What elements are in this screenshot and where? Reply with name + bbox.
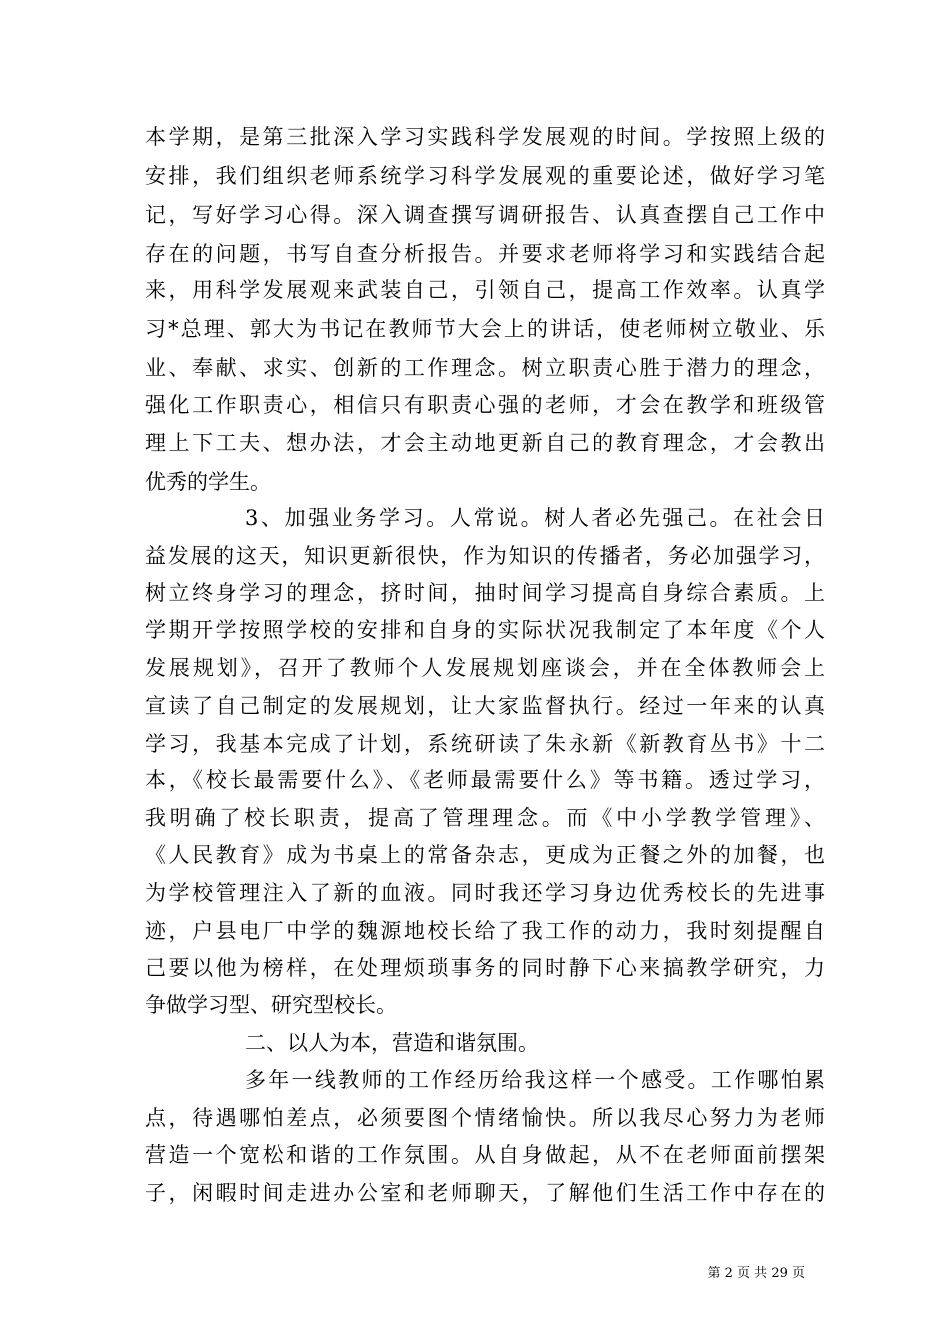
body-line: 学期开学按照学校的安排和自身的实际状况我制定了本年度《个人 (145, 618, 825, 642)
body-line: 宣读了自己制定的发展规划，让大家监督执行。经过一年来的认真 (145, 694, 825, 718)
body-line: 优秀的学生。 (145, 470, 271, 494)
body-line: 迹，户县电厂中学的魏源地校长给了我工作的动力，我时刻提醒自 (145, 919, 825, 943)
body-line: 理上下工夫、想办法，才会主动地更新自己的教育理念，才会教出 (145, 431, 825, 455)
body-line: 3、加强业务学习。人常说。树人者必先强己。在社会日 (245, 506, 825, 530)
body-line: 《人民教育》成为书桌上的常备杂志，更成为正餐之外的加餐，也 (145, 843, 825, 867)
page-number: 第 2 页 共 29 页 (707, 1266, 805, 1281)
body-line: 子，闲暇时间走进办公室和老师聊天，了解他们生活工作中存在的 (145, 1181, 825, 1205)
body-line: 争做学习型、研究型校长。 (145, 993, 397, 1017)
body-line: 发展规划》，召开了教师个人发展规划座谈会，并在全体教师会上 (145, 656, 825, 680)
body-line: 我明确了校长职责，提高了管理理念。而《中小学教学管理》、 (145, 806, 825, 830)
body-line: 营造一个宽松和谐的工作氛围。从自身做起，从不在老师面前摆架 (145, 1143, 825, 1167)
body-line: 安排，我们组织老师系统学习科学发展观的重要论述，做好学习笔 (145, 164, 825, 188)
body-line: 树立终身学习的理念，挤时间，抽时间学习提高自身综合素质。上 (145, 581, 825, 605)
body-line: 学习，我基本完成了计划，系统研读了朱永新《新教育丛书》十二 (145, 732, 825, 756)
body-line: 点，待遇哪怕差点，必须要图个情绪愉快。所以我尽心努力为老师 (145, 1106, 825, 1130)
body-line: 益发展的这天，知识更新很快，作为知识的传播者，务必加强学习， (145, 544, 825, 568)
body-line: 己要以他为榜样，在处理烦琐事务的同时静下心来搞教学研究，力 (145, 956, 825, 980)
body-line: 存在的问题，书写自查分析报告。并要求老师将学习和实践结合起 (145, 242, 825, 266)
body-line: 业、奉献、求实、创新的工作理念。树立职责心胜于潜力的理念， (145, 356, 825, 380)
body-line: 强化工作职责心，相信只有职责心强的老师，才会在教学和班级管 (145, 393, 825, 417)
body-line: 多年一线教师的工作经历给我这样一个感受。工作哪怕累 (245, 1068, 825, 1092)
body-line: 记，写好学习心得。深入调查撰写调研报告、认真查摆自己工作中 (145, 203, 825, 227)
body-line: 本，《校长最需要什么》、《老师最需要什么》等书籍。透过学习， (145, 768, 825, 792)
body-line: 为学校管理注入了新的血液。同时我还学习身边优秀校长的先进事 (145, 881, 825, 905)
section-heading: 二、以人为本，营造和谐氛围。 (245, 1031, 539, 1055)
body-line: 习*总理、郭大为书记在教师节大会上的讲话，使老师树立敬业、乐 (145, 317, 825, 341)
body-line: 来，用科学发展观来武装自己，引领自己，提高工作效率。认真学 (145, 278, 825, 302)
body-line: 本学期，是第三批深入学习实践科学发展观的时间。学按照上级的 (145, 125, 825, 149)
